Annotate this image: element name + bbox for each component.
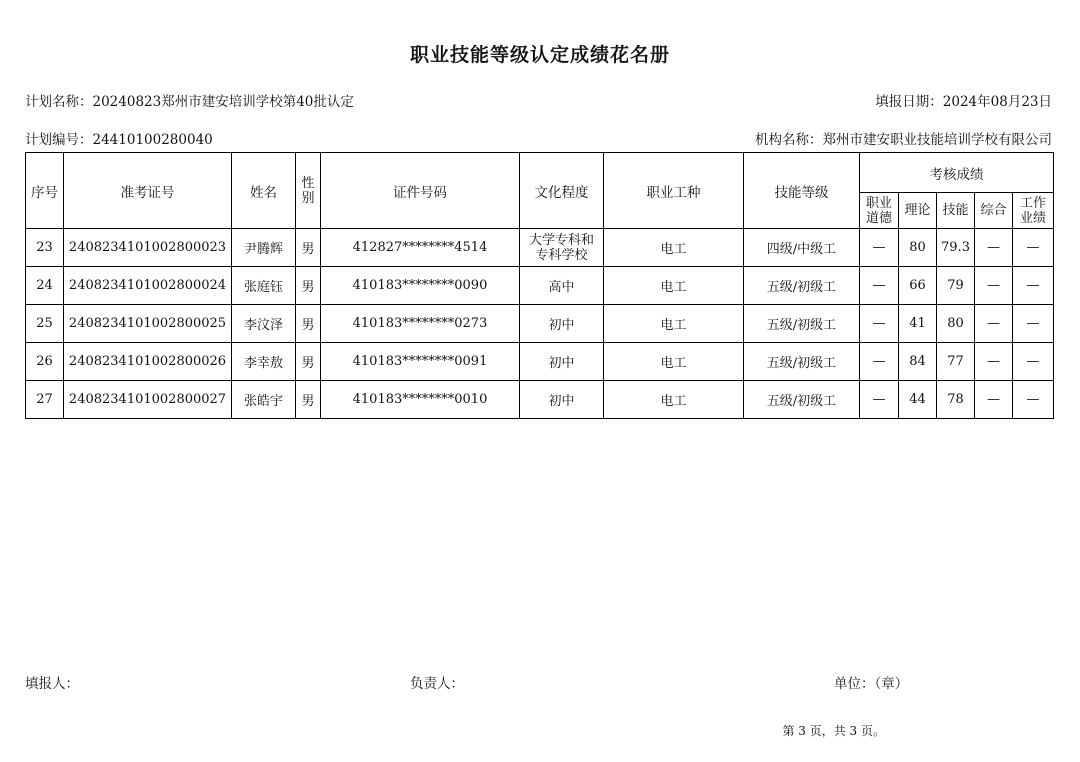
cell-exam-no: 2408234101002800024 [64,267,232,305]
cell-theory: 41 [899,305,937,343]
plan-no-label: 计划编号： [25,132,93,148]
cell-ethics: — [860,229,899,267]
cell-id-no: 410183********0273 [321,305,520,343]
cell-gender: 男 [296,305,321,343]
header-exam-no: 准考证号 [64,153,232,229]
cell-id-no: 412827********4514 [321,229,520,267]
cell-work: — [1013,229,1054,267]
cell-seq: 23 [26,229,64,267]
table-row [26,229,1054,267]
cell-skill: 77 [937,343,975,381]
table-row [26,267,1054,305]
cell-job: 电工 [604,267,744,305]
fill-date-label: 填报日期： [875,94,943,110]
cell-name: 李幸敖 [232,343,296,381]
cell-overall: — [975,267,1013,305]
cell-name: 张皓宇 [232,381,296,419]
cell-name: 张庭钰 [232,267,296,305]
header-ethics [860,193,899,229]
footer-filler: 填报人： [25,676,79,692]
cell-work: — [1013,381,1054,419]
cell-ethics: — [860,381,899,419]
cell-level: 五级/初级工 [744,267,860,305]
cell-seq: 24 [26,267,64,305]
page-number-line [0,722,1080,739]
cell-overall: — [975,343,1013,381]
org-label: 机构名称： [755,132,823,148]
header-skill: 技能 [937,193,975,229]
cell-job: 电工 [604,381,744,419]
plan-name-label: 计划名称： [25,94,93,110]
header-work-line1: 工作 [1019,195,1046,211]
header-level: 技能等级 [744,153,860,229]
cell-level: 四级/中级工 [744,229,860,267]
page-number: 第 3 页，共 3 页。 [782,724,885,738]
cell-education: 初中 [520,305,604,343]
cell-skill: 80 [937,305,975,343]
cell-overall: — [975,229,1013,267]
cell-exam-no: 2408234101002800025 [64,305,232,343]
plan-name-value: 20240823郑州市建安培训学校第40批认定 [92,94,354,110]
header-row [26,153,1054,193]
cell-ethics: — [860,267,899,305]
cell-overall: — [975,381,1013,419]
table-row [26,305,1054,343]
cell-theory: 84 [899,343,937,381]
header-work [1013,193,1054,229]
cell-skill: 78 [937,381,975,419]
cell-gender: 男 [296,381,321,419]
cell-education: 高中 [520,267,604,305]
cell-gender: 男 [296,229,321,267]
cell-job: 电工 [604,343,744,381]
cell-gender: 男 [296,267,321,305]
cell-id-no: 410183********0091 [321,343,520,381]
cell-theory: 44 [899,381,937,419]
cell-level: 五级/初级工 [744,381,860,419]
header-ethics-line2: 道德 [865,210,892,226]
cell-skill: 79 [937,267,975,305]
cell-education-line2: 专科学校 [535,247,588,263]
cell-exam-no: 2408234101002800023 [64,229,232,267]
header-education: 文化程度 [520,153,604,229]
cell-seq: 25 [26,305,64,343]
header-overall: 综合 [975,193,1013,229]
cell-exam-no: 2408234101002800026 [64,343,232,381]
plan-no-value: 24410100280040 [92,132,213,148]
fill-date-line [875,90,1052,110]
header-scores: 考核成绩 [860,153,1054,193]
cell-ethics: — [860,305,899,343]
cell-seq: 27 [26,381,64,419]
cell-ethics: — [860,343,899,381]
header-gender [296,153,321,229]
header-seq: 序号 [26,153,64,229]
table-row [26,381,1054,419]
cell-gender: 男 [296,343,321,381]
cell-overall: — [975,305,1013,343]
table-row [26,343,1054,381]
cell-skill: 79.3 [937,229,975,267]
header-id-no: 证件号码 [321,153,520,229]
footer-unit: 单位：（章） [834,676,909,692]
cell-job: 电工 [604,305,744,343]
fill-date-value: 2024年08月23日 [942,94,1052,110]
cell-work: — [1013,343,1054,381]
score-table [25,152,1054,419]
header-gender-line1: 性 [301,175,315,191]
page-title: 职业技能等级认定成绩花名册 [409,44,670,66]
cell-id-no: 410183********0090 [321,267,520,305]
cell-level: 五级/初级工 [744,305,860,343]
cell-name: 李汶泽 [232,305,296,343]
cell-education: 初中 [520,343,604,381]
cell-exam-no: 2408234101002800027 [64,381,232,419]
cell-seq: 26 [26,343,64,381]
cell-education-line1: 大学专科和 [528,232,594,248]
cell-education [520,229,604,267]
cell-education: 初中 [520,381,604,419]
header-name: 姓名 [232,153,296,229]
header-gender-line2: 别 [301,190,315,206]
cell-job: 电工 [604,229,744,267]
org-line [755,128,1052,148]
header-ethics-line1: 职业 [865,195,892,211]
plan-name-line [25,90,354,110]
cell-level: 五级/初级工 [744,343,860,381]
plan-no-line [25,128,213,148]
header-theory: 理论 [899,193,937,229]
cell-theory: 80 [899,229,937,267]
header-job: 职业工种 [604,153,744,229]
cell-name: 尹腾辉 [232,229,296,267]
cell-id-no: 410183********0010 [321,381,520,419]
header-work-line2: 业绩 [1019,210,1046,226]
org-value: 郑州市建安职业技能培训学校有限公司 [822,132,1052,148]
footer-responsible: 负责人： [410,676,464,692]
cell-work: — [1013,267,1054,305]
cell-theory: 66 [899,267,937,305]
cell-work: — [1013,305,1054,343]
